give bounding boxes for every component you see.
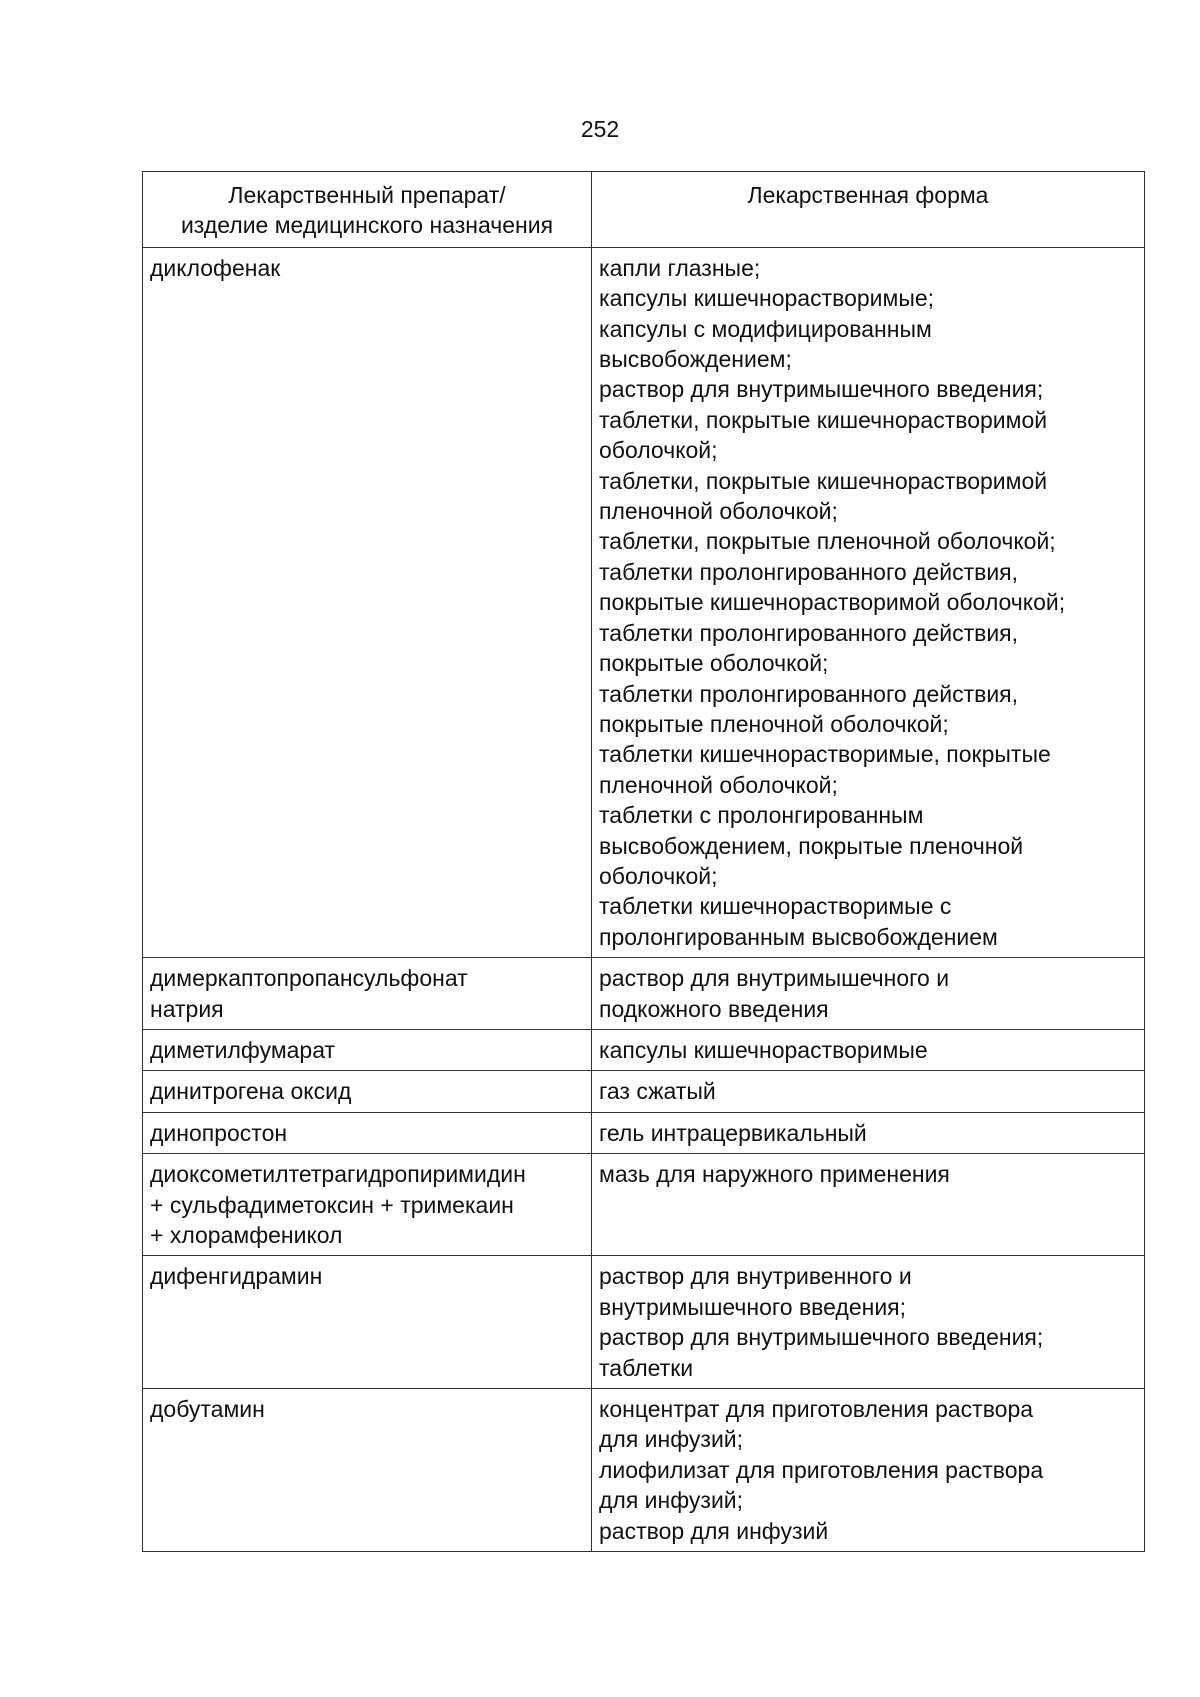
dosage-form-line: высвобождением, покрытые пленочной (599, 832, 1024, 859)
dosage-form-cell (592, 1029, 1145, 1070)
dosage-form-cell (592, 1389, 1145, 1552)
dosage-form-line: таблетки с пролонгированным (599, 802, 924, 829)
drug-name-cell (143, 1389, 592, 1552)
header-drug-line: Лекарственный препарат/ (228, 182, 506, 208)
dosage-form-cell (592, 958, 1145, 1030)
dosage-form-line: оболочкой; (599, 862, 718, 889)
dosage-form-line: мазь для наружного применения (599, 1161, 950, 1188)
dosage-form-line: капсулы кишечнорастворимые; (599, 285, 935, 312)
drug-name-line: диклофенак (150, 254, 281, 281)
drug-name-line: димеркаптопропансульфонат (150, 965, 468, 992)
dosage-form-line: пленочной оболочкой; (599, 771, 838, 798)
table-header-row (143, 172, 1145, 248)
dosage-form-line: газ сжатый (599, 1078, 716, 1105)
drug-name-line: + хлорамфеникол (150, 1222, 343, 1248)
dosage-form-line: таблетки, покрытые кишечнорастворимой (599, 467, 1048, 494)
drug-name-line: динитрогена оксид (150, 1078, 352, 1105)
drug-name-line: диметилфумарат (150, 1036, 336, 1063)
dosage-form-cell (592, 1154, 1145, 1256)
drug-forms-table (142, 171, 1145, 1552)
drug-name-line: добутамин (150, 1396, 265, 1423)
table-row (143, 1389, 1145, 1552)
dosage-form-line: таблетки, покрытые пленочной оболочкой; (599, 528, 1056, 555)
header-drug (143, 172, 592, 248)
drug-name-cell (143, 1029, 592, 1070)
table-row (143, 1029, 1145, 1070)
dosage-form-line: для инфузий; (599, 1426, 744, 1453)
dosage-form-line: покрытые оболочкой; (599, 650, 829, 677)
header-form (592, 172, 1145, 248)
dosage-form-line: раствор для внутримышечного введения; (599, 376, 1044, 403)
dosage-form-line: раствор для внутримышечного введения; (599, 1324, 1044, 1351)
dosage-form-cell (592, 247, 1145, 957)
dosage-form-line: оболочкой; (599, 437, 718, 464)
dosage-form-line: покрытые пленочной оболочкой; (599, 710, 949, 737)
dosage-form-line: лиофилизат для приготовления раствора (599, 1456, 1044, 1483)
page-number: 252 (580, 116, 620, 142)
dosage-form-line: высвобождением; (599, 346, 792, 373)
dosage-form-line: таблетки пролонгированного действия, (599, 619, 1019, 646)
dosage-form-line: капли глазные; (599, 254, 761, 281)
drug-name-cell (143, 958, 592, 1030)
dosage-form-line: таблетки (599, 1354, 694, 1381)
dosage-form-line: раствор для внутривенного и (599, 1263, 912, 1290)
dosage-form-line: пролонгированным высвобождением (599, 923, 998, 950)
dosage-form-line: таблетки, покрытые кишечнорастворимой (599, 406, 1048, 433)
table-row (143, 1256, 1145, 1389)
dosage-form-line: таблетки пролонгированного действия, (599, 558, 1019, 585)
dosage-form-cell (592, 1071, 1145, 1112)
drug-name-cell (143, 1112, 592, 1153)
drug-name-line: + сульфадиметоксин + тримекаин (150, 1191, 514, 1218)
drug-name-cell (143, 1256, 592, 1389)
dosage-form-line: таблетки пролонгированного действия, (599, 680, 1019, 707)
drug-name-cell (143, 247, 592, 957)
dosage-form-line: капсулы кишечнорастворимые (599, 1036, 928, 1063)
table-row (143, 1154, 1145, 1256)
dosage-form-line: концентрат для приготовления раствора (599, 1396, 1034, 1423)
dosage-form-line: внутримышечного введения; (599, 1293, 907, 1320)
table-row (143, 1071, 1145, 1112)
header-drug-line: изделие медицинского назначения (180, 212, 554, 239)
dosage-form-line: для инфузий; (599, 1487, 744, 1514)
table-row (143, 1112, 1145, 1153)
drug-name-line: динопростон (150, 1119, 288, 1146)
dosage-form-cell (592, 1256, 1145, 1389)
dosage-form-line: капсулы с модифицированным (599, 315, 932, 342)
dosage-form-line: таблетки кишечнорастворимые, покрытые (599, 741, 1051, 768)
dosage-form-line: пленочной оболочкой; (599, 498, 838, 525)
dosage-form-cell (592, 1112, 1145, 1153)
table-row (143, 247, 1145, 957)
table-row (143, 958, 1145, 1030)
dosage-form-line: гель интрацервикальный (599, 1119, 867, 1146)
dosage-form-line: подкожного введения (599, 995, 829, 1022)
dosage-form-line: раствор для внутримышечного и (599, 965, 950, 992)
drug-name-line: натрия (150, 995, 224, 1022)
dosage-form-line: таблетки кишечнорастворимые с (599, 893, 952, 920)
drug-name-cell (143, 1154, 592, 1256)
drug-name-line: диоксометилтетрагидропиримидин (150, 1161, 526, 1188)
drug-name-line: дифенгидрамин (150, 1263, 323, 1290)
header-form-line: Лекарственная форма (747, 182, 989, 208)
dosage-form-line: раствор для инфузий (599, 1517, 829, 1544)
drug-name-cell (143, 1071, 592, 1112)
dosage-form-line: покрытые кишечнорастворимой оболочкой; (599, 589, 1066, 616)
